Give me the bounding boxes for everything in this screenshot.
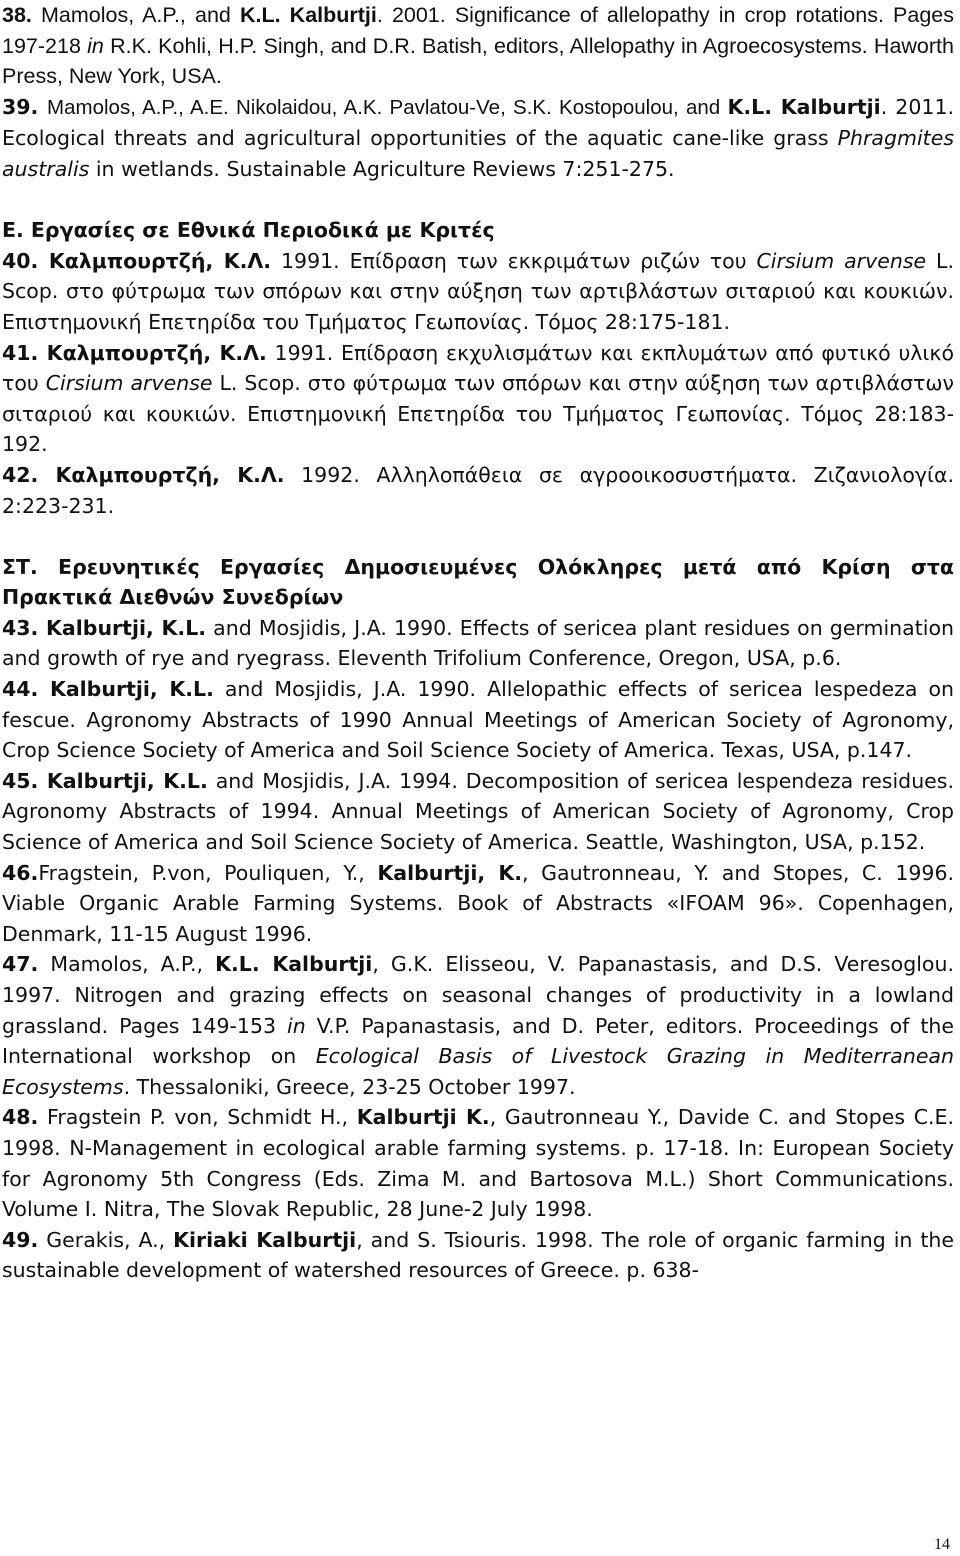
bold-text: 45. Kalburtji, K.L.	[2, 768, 208, 793]
italic-text: in	[87, 33, 104, 58]
text-run: . 2011. Ecological threats and agricultural opportunities of the aquatic cane-like grass	[2, 94, 954, 151]
text-run: . 2001. Significance of allelopathy in crop rotations. Pages 197-218	[2, 3, 954, 58]
text-run: Mamolos, A.P.,	[38, 952, 216, 977]
bold-text: 43. Kalburtji, K.L.	[2, 615, 207, 640]
text-run: 1992. Αλληλοπάθεια σε αγροοικοσυστήματα. Ζιζανιολογία. 2:223-231.	[2, 462, 954, 518]
bold-text: K.L. Kalburtji	[239, 3, 377, 27]
text-run: V.P. Papanastasis, and D. Peter, editors. Proceedings of the International workshop on	[2, 1013, 954, 1069]
text-run: , G.K. Elisseou, V. Papanastasis, and D.S. Veresoglou. 1997. Nitrogen and grazing effects on seasonal changes of productivity in a lowland grassland. Pages 149-153	[2, 952, 954, 1038]
text-run: Gerakis, A.,	[38, 1227, 174, 1252]
bold-text: Kiriaki Kalburtji	[173, 1227, 357, 1252]
bold-text: 47.	[2, 952, 39, 977]
bold-text: 48.	[2, 1105, 39, 1130]
text-run: L. Scop. στο φύτρωμα των σπόρων και στην αύξηση των αρτιβλάστων σιταριού και κουκιών. Επιστημονική Επετηρίδα του Τμήματος Γεωπονίας. Τόμος 28:175-181.	[2, 248, 954, 334]
reference-entry	[2, 613, 954, 674]
bold-text: 39.	[2, 94, 48, 119]
bold-text: 49.	[2, 1227, 39, 1252]
italic-text: Phragmites australis	[2, 126, 954, 181]
text-run: . Thessaloniki, Greece, 23-25 October 1997.	[123, 1074, 576, 1099]
bold-text: K.L. Kalburtji	[727, 94, 881, 119]
bold-text: 41. Καλμπουρτζή, Κ.Λ.	[2, 340, 267, 365]
bold-text: Kalburtji, K.	[377, 860, 523, 885]
document-page	[2, 0, 954, 1286]
bold-text: Kalburtji K.	[356, 1105, 490, 1130]
section-heading	[2, 552, 954, 613]
italic-text: Ecological Basis of Livestock Grazing in Mediterranean Ecosystems	[2, 1044, 954, 1099]
bold-text: K.L. Kalburtji	[215, 952, 373, 977]
reference-entry	[2, 1225, 954, 1286]
italic-text: Cirsium arvense	[756, 248, 927, 273]
reference-entry	[2, 0, 954, 92]
section-heading	[2, 215, 954, 246]
bold-text: ΣΤ. Ερευνητικές Εργασίες Δημοσιευμένες Ολόκληρες μετά από Κρίση στα Πρακτικά Διεθνών Συνεδρίων	[2, 554, 954, 610]
text-run: and Mosjidis, J.A. 1990. Effects of sericea plant residues on germination and growth of rye and ryegrass. Eleventh Trifolium Conference, Oregon, USA, p.6.	[2, 615, 954, 671]
reference-entry	[2, 246, 954, 338]
text-run: Mamolos, A.P., A.E. Nikolaidou, A.K. Pavlatou-Ve, S.K. Kostopoulou, and	[47, 95, 728, 119]
bold-text: Ε. Εργασίες σε Εθνικά Περιοδικά με Κριτές	[2, 218, 495, 243]
text-run: , Gautronneau, Y. and Stopes, C. 1996. Viable Organic Arable Farming Systems. Book of Abstracts «IFOAM 96». Copenhagen, Denmark, 11-15 August 1996.	[2, 860, 955, 946]
reference-entry	[2, 338, 954, 460]
text-run: , Gautronneau Y., Davide C. and Stopes C.E. 1998. N-Management in ecological arable farming systems. p. 17-18. In: European Society for Agronomy 5th Congress (Eds. Zima M. and Bartosova M.L.) Short Communications. Volume I. Nitra, The Slovak Republic, 28 June-2 July 1998.	[2, 1105, 954, 1222]
text-run: and Mosjidis, J.A. 1990. Allelopathic effects of sericea lespedeza on fescue. Agronomy Abstracts of 1990 Annual Meetings of American Society of Agronomy, Crop Science Society of America and Soil Science Society of America. Texas, USA, p.147.	[2, 677, 954, 763]
text-run: R.K. Kohli, H.P. Singh, and D.R. Batish, editors, Allelopathy in Agroecosystems. Haworth Press, New York, USA.	[2, 33, 954, 89]
page-number: 14	[934, 1536, 950, 1553]
reference-entry	[2, 766, 954, 858]
reference-entry	[2, 460, 954, 521]
text-run: , and S. Tsiouris. 1998. The role of organic farming in the sustainable development of watershed resources of Greece. p. 638-	[2, 1227, 954, 1283]
italic-text: Cirsium arvense	[45, 371, 213, 396]
text-run: L. Scop. στο φύτρωμα των σπόρων και στην αύξηση των αρτιβλάστων σιταριού και κουκιών. Επιστημονική Επετηρίδα του Τμήματος Γεωπονίας. Τόμος 28:183-192.	[2, 371, 954, 457]
text-run: in wetlands. Sustainable Agriculture Reviews 7:251-275.	[89, 156, 675, 181]
blank-line	[2, 185, 954, 216]
bold-text: 46.	[2, 860, 39, 885]
reference-entry	[2, 92, 954, 185]
text-run: 1991. Επίδραση εκχυλισμάτων και εκπλυμάτων από φυτικό υλικό του	[2, 340, 954, 396]
text-run: 1991. Επίδραση των εκκριμάτων ριζών του	[271, 248, 757, 273]
reference-entry	[2, 858, 954, 950]
text-run: Fragstein P. von, Schmidt H.,	[38, 1105, 357, 1130]
text-run: Mamolos, A.P., and	[40, 3, 240, 27]
bold-text: 40. Καλμπουρτζή, Κ.Λ.	[2, 248, 272, 273]
reference-entry	[2, 1102, 954, 1224]
text-run: Fragstein, P.von, Pouliquen, Y.,	[38, 860, 378, 885]
bold-text: 42. Καλμπουρτζή, Κ.Λ.	[2, 462, 285, 487]
reference-entry	[2, 674, 954, 766]
bold-text: 38.	[2, 3, 41, 27]
italic-text: in	[287, 1013, 306, 1038]
bold-text: 44. Kalburtji, K.L.	[2, 677, 214, 702]
text-run: and Mosjidis, J.A. 1994. Decomposition of sericea lespendeza residues. Agronomy Abstracts of 1994. Annual Meetings of American Society of Agronomy, Crop Science of America and Soil Science Society of America. Seattle, Washington, USA, p.152.	[2, 768, 954, 855]
blank-line	[2, 521, 954, 552]
reference-entry	[2, 949, 954, 1102]
